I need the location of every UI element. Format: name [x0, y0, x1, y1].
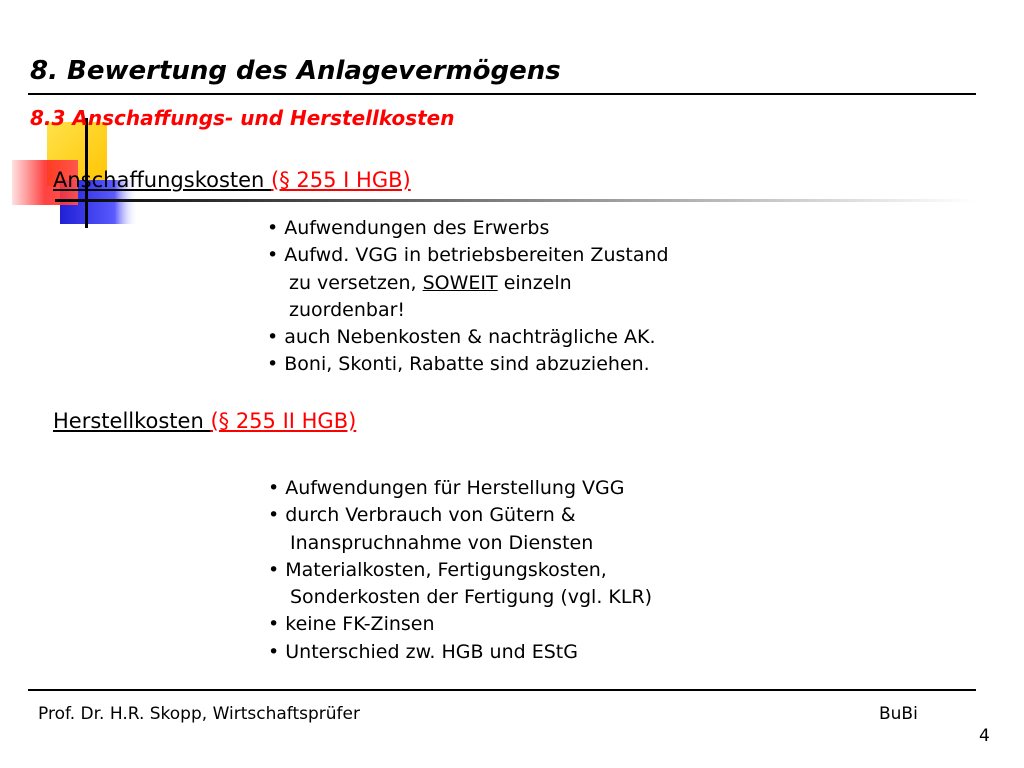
- slide-subtitle: 8.3 Anschaffungs- und Herstellkosten: [30, 106, 455, 130]
- list-item: • Aufwendungen für Herstellung VGG: [268, 477, 625, 499]
- soweit-emphasis: SOWEIT: [422, 271, 498, 294]
- text-span: zu versetzen,: [289, 271, 423, 294]
- list-item: • auch Nebenkosten & nachträgliche AK.: [267, 326, 656, 349]
- deco-horizontal-line: [55, 199, 975, 202]
- list-item: • keine FK-Zinsen: [268, 613, 435, 636]
- list-item: • durch Verbrauch von Gütern &: [268, 504, 576, 527]
- anschaffungskosten-heading-text: Anschaffungskosten: [53, 168, 272, 192]
- list-item: • Aufwendungen des Erwerbs: [267, 217, 550, 239]
- title-divider: [28, 93, 976, 95]
- list-item-continuation: zuordenbar!: [289, 298, 406, 321]
- footer-course: BuBi: [879, 704, 918, 724]
- list-item-continuation: Inanspruchnahme von Diensten: [290, 531, 594, 554]
- slide-title: 8. Bewertung des Anlagevermögens: [30, 56, 561, 86]
- list-item-continuation: [267, 270, 669, 297]
- anschaffungskosten-heading: [53, 168, 411, 192]
- anschaffungskosten-bullet-list: [267, 215, 669, 379]
- herstellkosten-bullet-list: [268, 475, 652, 666]
- herstellkosten-heading: [53, 409, 356, 433]
- herstellkosten-heading-text: Herstellkosten: [53, 409, 211, 433]
- footer-author: Prof. Dr. H.R. Skopp, Wirtschaftsprüfer: [38, 704, 360, 724]
- herstellkosten-reference: (§ 255 II HGB): [210, 409, 357, 433]
- list-item: • Materialkosten, Fertigungskosten,: [268, 558, 607, 581]
- anschaffungskosten-reference: (§ 255 I HGB): [271, 168, 411, 192]
- list-item: • Boni, Skonti, Rabatte sind abzuziehen.: [267, 353, 650, 376]
- page-number: 4: [979, 726, 990, 746]
- list-item: • Unterschied zw. HGB und EStG: [268, 640, 578, 663]
- list-item-continuation: Sonderkosten der Fertigung (vgl. KLR): [290, 586, 653, 609]
- list-item: • Aufwd. VGG in betriebsbereiten Zustand: [267, 244, 669, 267]
- text-span: einzeln: [497, 271, 572, 294]
- footer-divider: [28, 689, 976, 691]
